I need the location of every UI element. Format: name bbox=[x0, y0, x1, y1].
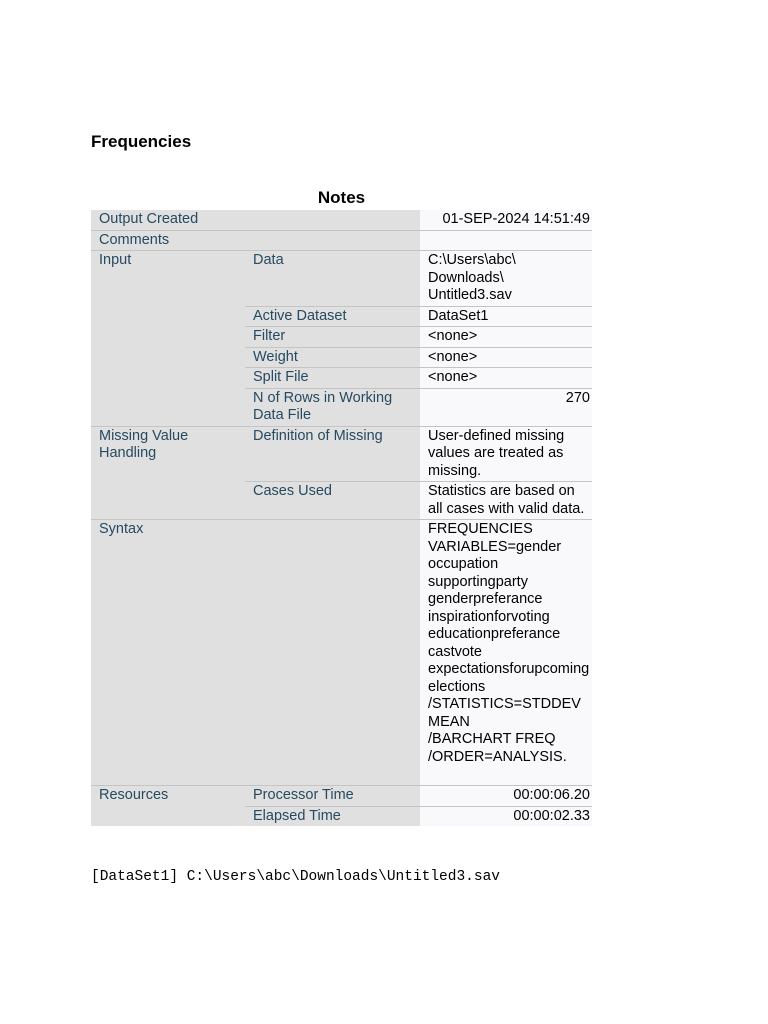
row-group-missing-value-handling: Missing Value Handling bbox=[91, 426, 245, 520]
definition-of-missing-value: User-defined missing values are treated as missing. bbox=[420, 426, 592, 482]
output-created-value: 01-SEP-2024 14:51:49 bbox=[420, 210, 592, 230]
active-dataset-value: DataSet1 bbox=[420, 306, 592, 327]
n-rows-value: 270 bbox=[420, 388, 592, 426]
row-group-input: Input bbox=[91, 251, 245, 427]
row-label-n-rows: N of Rows in Working Data File bbox=[245, 388, 420, 426]
row-label-elapsed-time: Elapsed Time bbox=[245, 806, 420, 826]
row-label-output-created: Output Created bbox=[91, 210, 420, 230]
cases-used-value: Statistics are based on all cases with valid data. bbox=[420, 482, 592, 520]
row-label-active-dataset: Active Dataset bbox=[245, 306, 420, 327]
syntax-line: /BARCHART FREQ bbox=[428, 731, 556, 747]
data-value: C:\Users\abc\ Downloads\ Untitled3.sav bbox=[420, 251, 592, 307]
row-label-syntax: Syntax bbox=[91, 520, 420, 786]
row-label-comments: Comments bbox=[91, 230, 420, 251]
row-label-cases-used: Cases Used bbox=[245, 482, 420, 520]
row-label-split-file: Split File bbox=[245, 368, 420, 389]
elapsed-time-value: 00:00:02.33 bbox=[420, 806, 592, 826]
table-row bbox=[91, 426, 592, 482]
syntax-line: FREQUENCIES bbox=[428, 521, 533, 537]
syntax-line: /STATISTICS=STDDEV MEAN bbox=[428, 696, 581, 730]
page-heading: Frequencies bbox=[91, 132, 192, 151]
weight-value: <none> bbox=[420, 347, 592, 368]
syntax-line: VARIABLES=gender occupation supportingparty genderpreferance inspirationforvoting educationpreferance castvote expectationsforupcomingelections bbox=[428, 538, 590, 695]
comments-value bbox=[420, 230, 592, 251]
table-row bbox=[91, 786, 592, 807]
syntax-value bbox=[420, 520, 592, 786]
row-group-resources: Resources bbox=[91, 786, 245, 827]
row-label-filter: Filter bbox=[245, 327, 420, 348]
processor-time-value: 00:00:06.20 bbox=[420, 786, 592, 807]
filter-value: <none> bbox=[420, 327, 592, 348]
row-label-processor-time: Processor Time bbox=[245, 786, 420, 807]
table-row bbox=[91, 520, 592, 786]
table-title: Notes bbox=[317, 188, 366, 207]
syntax-line: /ORDER=ANALYSIS. bbox=[428, 748, 567, 765]
notes-table bbox=[91, 210, 592, 826]
split-file-value: <none> bbox=[420, 368, 592, 389]
row-label-weight: Weight bbox=[245, 347, 420, 368]
table-row bbox=[91, 230, 592, 251]
dataset-path-line: [DataSet1] C:\Users\abc\Downloads\Untitled3.sav bbox=[91, 869, 500, 885]
table-row bbox=[91, 210, 592, 230]
table-row bbox=[91, 251, 592, 307]
row-label-definition-of-missing: Definition of Missing bbox=[245, 426, 420, 482]
row-label-data: Data bbox=[245, 251, 420, 307]
